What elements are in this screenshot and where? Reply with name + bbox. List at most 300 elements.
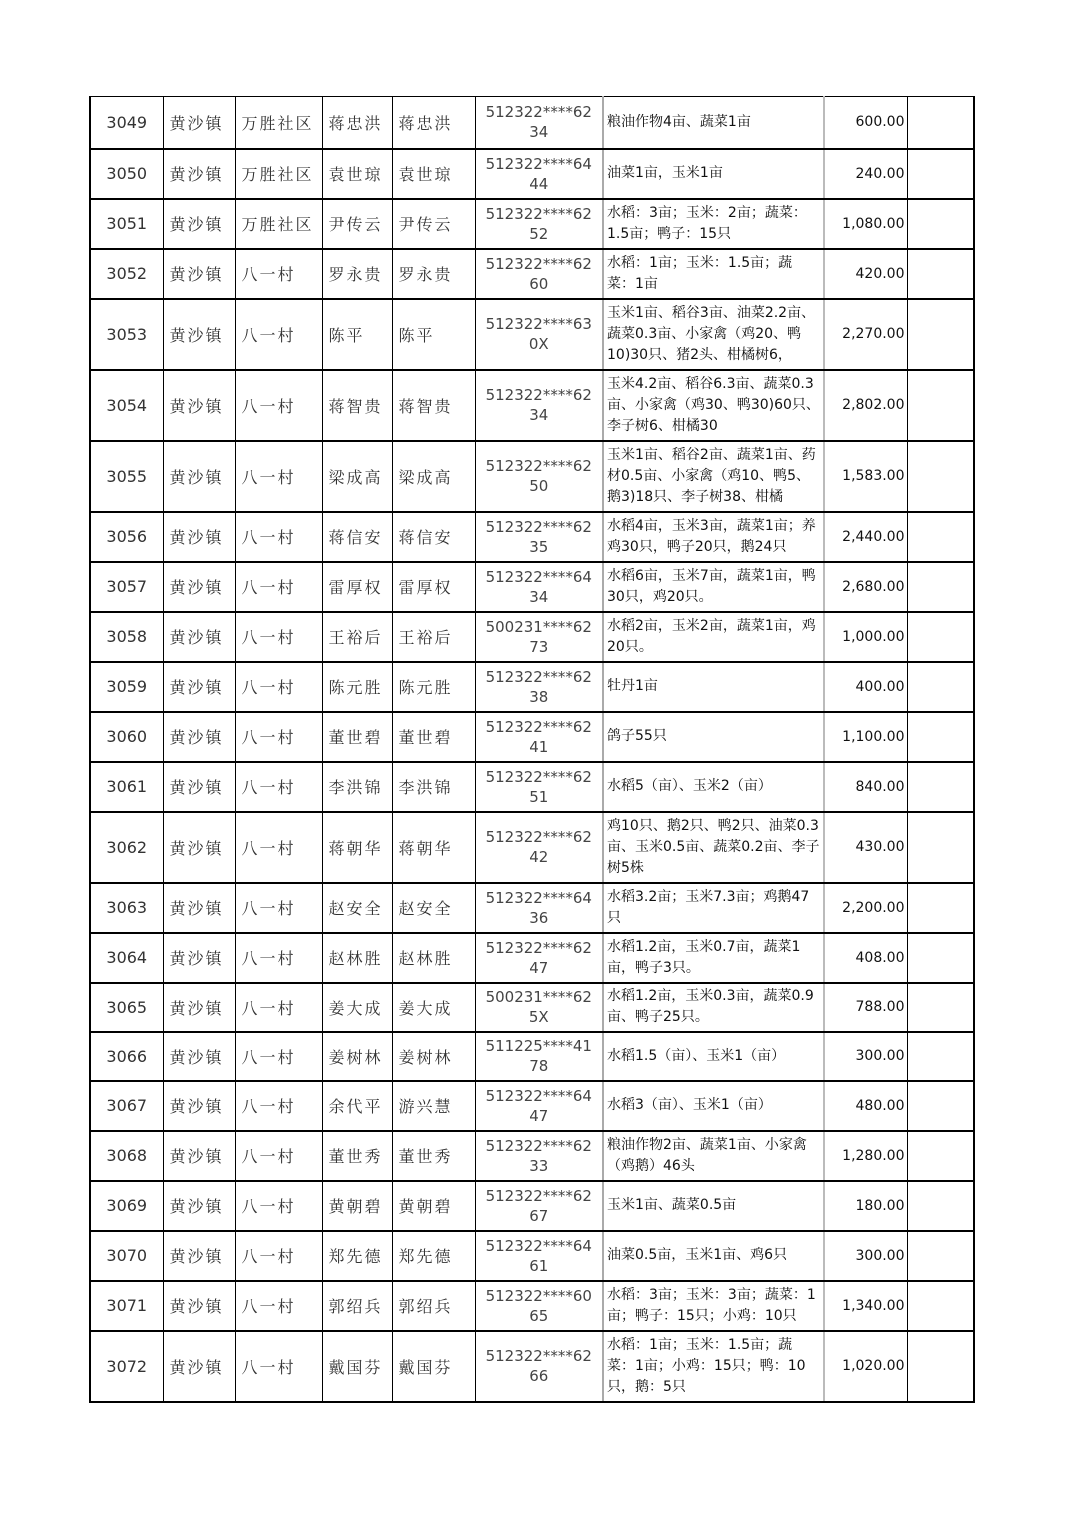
id-number-line1: 512322****62 <box>485 103 592 122</box>
description-text: 水稻1.5（亩）、玉米1（亩） <box>607 1047 786 1064</box>
description-cell <box>603 97 824 149</box>
description-text: 玉米1亩、蔬菜0.5亩 <box>607 1197 737 1213</box>
table-row <box>90 662 974 712</box>
description-cell <box>603 762 824 812</box>
table-row <box>90 512 974 562</box>
seq-cell: 3059 <box>90 662 163 712</box>
description-cell <box>603 149 824 199</box>
recipient-name-cell: 雷厚权 <box>392 562 475 612</box>
id-number-line2: 33 <box>529 1156 549 1175</box>
id-number-cell <box>475 97 603 149</box>
name-cell: 董世碧 <box>322 712 392 762</box>
description-text: 粮油作物4亩、蔬菜1亩 <box>607 113 751 130</box>
id-number-line1: 512322****62 <box>485 667 592 686</box>
description-cell <box>603 1281 824 1331</box>
table-row <box>90 1131 974 1181</box>
name-cell: 余代平 <box>322 1081 392 1131</box>
id-number-line2: 42 <box>529 848 549 866</box>
table-row <box>90 149 974 199</box>
amount-cell: 1,340.00 <box>824 1281 907 1331</box>
id-number-cell <box>475 1181 603 1231</box>
id-number-line1: 512322****62 <box>485 1136 592 1155</box>
name-cell: 李洪锦 <box>322 762 392 812</box>
seq-cell: 3054 <box>90 370 163 441</box>
id-number-line1: 512322****64 <box>485 154 592 173</box>
village-cell: 八一村 <box>235 662 322 712</box>
village-cell: 八一村 <box>235 762 322 812</box>
name-cell: 赵安全 <box>322 883 392 933</box>
table-body <box>90 97 974 1402</box>
village-cell: 八一村 <box>235 249 322 299</box>
id-number-cell <box>475 812 603 883</box>
town-cell: 黄沙镇 <box>163 149 235 199</box>
town-cell: 黄沙镇 <box>163 370 235 441</box>
village-cell: 八一村 <box>235 983 322 1032</box>
id-number-line2: 61 <box>529 1256 549 1275</box>
town-cell: 黄沙镇 <box>163 983 235 1032</box>
description-cell <box>603 512 824 562</box>
name-cell: 姜大成 <box>322 983 392 1032</box>
amount-cell: 300.00 <box>824 1032 907 1081</box>
town-cell: 黄沙镇 <box>163 1331 235 1402</box>
id-number-line2: 52 <box>529 224 549 243</box>
description-cell <box>603 562 824 612</box>
amount-cell: 1,080.00 <box>824 199 907 249</box>
name-cell: 雷厚权 <box>322 562 392 612</box>
id-number-line2: 35 <box>529 537 549 556</box>
table-row <box>90 1281 974 1331</box>
amount-cell: 788.00 <box>824 983 907 1032</box>
description-cell <box>603 370 824 441</box>
name-cell: 姜树林 <box>322 1032 392 1081</box>
description-cell <box>603 1231 824 1281</box>
recipient-name-cell: 王裕后 <box>392 612 475 662</box>
id-number-line1: 512322****62 <box>485 767 592 786</box>
description-text: 油菜0.5亩，玉米1亩、鸡6只 <box>607 1247 788 1263</box>
recipient-name-cell: 赵安全 <box>392 883 475 933</box>
id-number-cell <box>475 1032 603 1081</box>
town-cell: 黄沙镇 <box>163 662 235 712</box>
village-cell: 八一村 <box>235 299 322 370</box>
amount-cell: 2,270.00 <box>824 299 907 370</box>
seq-cell: 3063 <box>90 883 163 933</box>
note-cell <box>907 1032 974 1081</box>
village-cell: 八一村 <box>235 1281 322 1331</box>
note-cell <box>907 933 974 983</box>
description-text: 玉米4.2亩、稻谷6.3亩、蔬菜0.3亩、小家禽（鸡30、鸭30)60只、李子树6、柑橘30 <box>607 375 820 434</box>
id-number-line1: 500231****62 <box>485 988 592 1006</box>
id-number-line2: 34 <box>529 123 549 142</box>
town-cell: 黄沙镇 <box>163 299 235 370</box>
amount-cell: 2,200.00 <box>824 883 907 933</box>
name-cell: 袁世琼 <box>322 149 392 199</box>
note-cell <box>907 662 974 712</box>
recipient-name-cell: 李洪锦 <box>392 762 475 812</box>
description-text: 牡丹1亩 <box>607 678 658 694</box>
id-number-cell <box>475 1281 603 1331</box>
seq-cell: 3066 <box>90 1032 163 1081</box>
amount-cell: 240.00 <box>824 149 907 199</box>
amount-cell: 840.00 <box>824 762 907 812</box>
description-text: 水稻：3亩；玉米：2亩；蔬菜：1.5亩；鸭子：15只 <box>607 204 807 242</box>
id-number-cell <box>475 562 603 612</box>
subsidy-table <box>89 96 975 1403</box>
recipient-name-cell: 罗永贵 <box>392 249 475 299</box>
town-cell: 黄沙镇 <box>163 562 235 612</box>
recipient-name-cell: 蒋信安 <box>392 512 475 562</box>
id-number-line1: 512322****62 <box>485 254 592 273</box>
description-text: 水稻3（亩）、玉米1（亩） <box>607 1097 772 1113</box>
id-number-line1: 512322****62 <box>485 1186 592 1205</box>
seq-cell: 3061 <box>90 762 163 812</box>
id-number-line2: 65 <box>529 1306 549 1325</box>
id-number-line2: 60 <box>529 274 549 293</box>
name-cell: 罗永贵 <box>322 249 392 299</box>
id-number-cell <box>475 1081 603 1131</box>
recipient-name-cell: 蒋朝华 <box>392 812 475 883</box>
id-number-line1: 512322****62 <box>485 938 592 957</box>
recipient-name-cell: 尹传云 <box>392 199 475 249</box>
amount-cell: 2,440.00 <box>824 512 907 562</box>
id-number-cell <box>475 149 603 199</box>
village-cell: 八一村 <box>235 1131 322 1181</box>
note-cell <box>907 1081 974 1131</box>
table-row <box>90 1081 974 1131</box>
table-row <box>90 712 974 762</box>
id-number-line1: 512322****62 <box>485 204 592 223</box>
table-row <box>90 762 974 812</box>
id-number-cell <box>475 662 603 712</box>
id-number-cell <box>475 762 603 812</box>
note-cell <box>907 562 974 612</box>
description-text: 水稻1.2亩，玉米0.3亩，蔬菜0.9亩、鸭子25只。 <box>607 988 814 1025</box>
amount-cell: 400.00 <box>824 662 907 712</box>
id-number-line2: 38 <box>529 687 549 706</box>
village-cell: 万胜社区 <box>235 97 322 149</box>
description-cell <box>603 299 824 370</box>
village-cell: 八一村 <box>235 370 322 441</box>
seq-cell: 3058 <box>90 612 163 662</box>
table-row <box>90 983 974 1032</box>
id-number-cell <box>475 933 603 983</box>
id-number-line2: 78 <box>529 1057 549 1075</box>
seq-cell: 3051 <box>90 199 163 249</box>
table-row <box>90 1032 974 1081</box>
seq-cell: 3057 <box>90 562 163 612</box>
note-cell <box>907 762 974 812</box>
id-number-line1: 512322****60 <box>485 1286 592 1305</box>
id-number-line1: 500231****62 <box>485 617 592 636</box>
table-row <box>90 883 974 933</box>
table-row <box>90 1181 974 1231</box>
town-cell: 黄沙镇 <box>163 812 235 883</box>
name-cell: 尹传云 <box>322 199 392 249</box>
town-cell: 黄沙镇 <box>163 512 235 562</box>
description-cell <box>603 1331 824 1402</box>
id-number-line1: 511225****41 <box>485 1037 592 1055</box>
table-row <box>90 562 974 612</box>
id-number-cell <box>475 370 603 441</box>
id-number-line2: 41 <box>529 737 549 756</box>
amount-cell: 300.00 <box>824 1231 907 1281</box>
recipient-name-cell: 姜树林 <box>392 1032 475 1081</box>
town-cell: 黄沙镇 <box>163 883 235 933</box>
id-number-cell <box>475 199 603 249</box>
table-row <box>90 370 974 441</box>
note-cell <box>907 441 974 512</box>
name-cell: 董世秀 <box>322 1131 392 1181</box>
description-cell <box>603 662 824 712</box>
name-cell: 陈元胜 <box>322 662 392 712</box>
name-cell: 陈平 <box>322 299 392 370</box>
note-cell <box>907 612 974 662</box>
town-cell: 黄沙镇 <box>163 441 235 512</box>
note-cell <box>907 249 974 299</box>
subsidy-table-sheet <box>89 96 973 1403</box>
town-cell: 黄沙镇 <box>163 97 235 149</box>
description-cell <box>603 249 824 299</box>
id-number-cell <box>475 299 603 370</box>
description-text: 水稻：1亩；玉米：1.5亩；蔬菜：1亩；小鸡：15只；鸭：10只，鹅：5只 <box>607 1336 806 1395</box>
amount-cell: 1,280.00 <box>824 1131 907 1181</box>
amount-cell: 1,000.00 <box>824 612 907 662</box>
description-text: 玉米1亩、稻谷2亩、蔬菜1亩、药材0.5亩、小家禽（鸡10、鸭5、鹅3)18只、李子树38、柑橘 <box>607 446 816 505</box>
village-cell: 万胜社区 <box>235 199 322 249</box>
note-cell <box>907 883 974 933</box>
description-cell <box>603 1131 824 1181</box>
id-number-line1: 512322****62 <box>485 386 592 404</box>
name-cell: 梁成高 <box>322 441 392 512</box>
village-cell: 八一村 <box>235 1181 322 1231</box>
note-cell <box>907 983 974 1032</box>
town-cell: 黄沙镇 <box>163 1081 235 1131</box>
recipient-name-cell: 郭绍兵 <box>392 1281 475 1331</box>
village-cell: 八一村 <box>235 712 322 762</box>
description-text: 鸽子55只 <box>607 728 667 744</box>
amount-cell: 1,583.00 <box>824 441 907 512</box>
description-text: 鸡10只、鹅2只、鸭2只、油菜0.3亩、玉米0.5亩、蔬菜0.2亩、李子树5株 <box>607 817 820 876</box>
seq-cell: 3065 <box>90 983 163 1032</box>
id-number-line1: 512322****64 <box>485 1086 592 1105</box>
amount-cell: 600.00 <box>824 97 907 149</box>
village-cell: 八一村 <box>235 1231 322 1281</box>
description-text: 油菜1亩，玉米1亩 <box>607 165 723 181</box>
description-text: 粮油作物2亩、蔬菜1亩、小家禽（鸡鹅）46头 <box>607 1136 807 1174</box>
description-text: 水稻2亩，玉米2亩，蔬菜1亩，鸡20只。 <box>607 617 816 655</box>
village-cell: 八一村 <box>235 883 322 933</box>
recipient-name-cell: 董世秀 <box>392 1131 475 1181</box>
note-cell <box>907 1281 974 1331</box>
village-cell: 八一村 <box>235 933 322 983</box>
name-cell: 蒋朝华 <box>322 812 392 883</box>
description-cell <box>603 199 824 249</box>
note-cell <box>907 1331 974 1402</box>
description-cell <box>603 983 824 1032</box>
amount-cell: 180.00 <box>824 1181 907 1231</box>
id-number-cell <box>475 1331 603 1402</box>
description-text: 水稻1.2亩，玉米0.7亩，蔬菜1亩，鸭子3只。 <box>607 938 801 976</box>
id-number-line1: 512322****63 <box>485 315 592 333</box>
id-number-line2: 47 <box>529 958 549 977</box>
recipient-name-cell: 赵林胜 <box>392 933 475 983</box>
seq-cell: 3060 <box>90 712 163 762</box>
description-text: 玉米1亩、稻谷3亩、油菜2.2亩、蔬菜0.3亩、小家禽（鸡20、鸭10)30只、猪2头、柑橘树6， <box>607 304 816 363</box>
description-text: 水稻：3亩；玉米：3亩；蔬菜：1亩；鸭子：15只；小鸡：10只 <box>607 1286 816 1324</box>
amount-cell: 420.00 <box>824 249 907 299</box>
name-cell: 郭绍兵 <box>322 1281 392 1331</box>
recipient-name-cell: 姜大成 <box>392 983 475 1032</box>
id-number-line2: 0X <box>528 335 549 353</box>
name-cell: 蒋信安 <box>322 512 392 562</box>
name-cell: 王裕后 <box>322 612 392 662</box>
note-cell <box>907 1231 974 1281</box>
id-number-line1: 512322****64 <box>485 567 592 586</box>
id-number-cell <box>475 1131 603 1181</box>
id-number-line1: 512322****64 <box>485 888 592 907</box>
recipient-name-cell: 陈元胜 <box>392 662 475 712</box>
id-number-line2: 34 <box>529 587 549 606</box>
town-cell: 黄沙镇 <box>163 762 235 812</box>
amount-cell: 408.00 <box>824 933 907 983</box>
id-number-line1: 512322****62 <box>485 717 592 736</box>
note-cell <box>907 1181 974 1231</box>
id-number-line2: 67 <box>529 1206 549 1225</box>
name-cell: 戴国芬 <box>322 1331 392 1402</box>
description-cell <box>603 1181 824 1231</box>
village-cell: 八一村 <box>235 812 322 883</box>
note-cell <box>907 712 974 762</box>
note-cell <box>907 1131 974 1181</box>
recipient-name-cell: 游兴慧 <box>392 1081 475 1131</box>
description-text: 水稻4亩，玉米3亩，蔬菜1亩；养鸡30只，鸭子20只，鹅24只 <box>607 517 816 555</box>
recipient-name-cell: 董世碧 <box>392 712 475 762</box>
seq-cell: 3067 <box>90 1081 163 1131</box>
seq-cell: 3072 <box>90 1331 163 1402</box>
id-number-line1: 512322****62 <box>485 828 592 846</box>
village-cell: 八一村 <box>235 612 322 662</box>
seq-cell: 3064 <box>90 933 163 983</box>
id-number-cell <box>475 512 603 562</box>
name-cell: 蒋忠洪 <box>322 97 392 149</box>
description-cell <box>603 1081 824 1131</box>
village-cell: 万胜社区 <box>235 149 322 199</box>
id-number-line1: 512322****62 <box>485 1347 592 1365</box>
description-text: 水稻：1亩；玉米：1.5亩；蔬菜：1亩 <box>607 254 793 292</box>
town-cell: 黄沙镇 <box>163 1032 235 1081</box>
table-row <box>90 1231 974 1281</box>
table-row <box>90 1331 974 1402</box>
name-cell: 郑先德 <box>322 1231 392 1281</box>
id-number-line1: 512322****64 <box>485 1236 592 1255</box>
description-cell <box>603 712 824 762</box>
id-number-cell <box>475 883 603 933</box>
village-cell: 八一村 <box>235 512 322 562</box>
id-number-line2: 51 <box>529 787 549 806</box>
id-number-line2: 5X <box>528 1008 549 1026</box>
recipient-name-cell: 陈平 <box>392 299 475 370</box>
amount-cell: 480.00 <box>824 1081 907 1131</box>
town-cell: 黄沙镇 <box>163 249 235 299</box>
recipient-name-cell: 戴国芬 <box>392 1331 475 1402</box>
id-number-line2: 66 <box>529 1367 549 1385</box>
table-row <box>90 199 974 249</box>
description-cell <box>603 612 824 662</box>
note-cell <box>907 199 974 249</box>
seq-cell: 3052 <box>90 249 163 299</box>
id-number-line2: 36 <box>529 908 549 927</box>
description-text: 水稻5（亩）、玉米2（亩） <box>607 778 772 794</box>
description-cell <box>603 1032 824 1081</box>
id-number-cell <box>475 983 603 1032</box>
table-row <box>90 97 974 149</box>
seq-cell: 3050 <box>90 149 163 199</box>
note-cell <box>907 149 974 199</box>
recipient-name-cell: 蒋忠洪 <box>392 97 475 149</box>
table-row <box>90 612 974 662</box>
id-number-line2: 73 <box>529 637 549 656</box>
note-cell <box>907 812 974 883</box>
amount-cell: 430.00 <box>824 812 907 883</box>
amount-cell: 1,100.00 <box>824 712 907 762</box>
town-cell: 黄沙镇 <box>163 1131 235 1181</box>
seq-cell: 3070 <box>90 1231 163 1281</box>
note-cell <box>907 512 974 562</box>
description-cell <box>603 441 824 512</box>
seq-cell: 3069 <box>90 1181 163 1231</box>
village-cell: 八一村 <box>235 1081 322 1131</box>
table-row <box>90 812 974 883</box>
description-cell <box>603 883 824 933</box>
description-text: 水稻3.2亩；玉米7.3亩；鸡鹅47只 <box>607 888 810 926</box>
recipient-name-cell: 蒋智贵 <box>392 370 475 441</box>
village-cell: 八一村 <box>235 562 322 612</box>
table-row <box>90 933 974 983</box>
id-number-line1: 512322****62 <box>485 517 592 536</box>
name-cell: 黄朝碧 <box>322 1181 392 1231</box>
amount-cell: 2,802.00 <box>824 370 907 441</box>
description-cell <box>603 812 824 883</box>
id-number-cell <box>475 612 603 662</box>
id-number-cell <box>475 712 603 762</box>
name-cell: 蒋智贵 <box>322 370 392 441</box>
description-text: 水稻6亩，玉米7亩，蔬菜1亩，鸭30只，鸡20只。 <box>607 567 816 605</box>
village-cell: 八一村 <box>235 441 322 512</box>
village-cell: 八一村 <box>235 1032 322 1081</box>
id-number-line2: 44 <box>529 174 549 193</box>
table-row <box>90 299 974 370</box>
town-cell: 黄沙镇 <box>163 1181 235 1231</box>
id-number-line2: 34 <box>529 406 549 424</box>
table-row <box>90 249 974 299</box>
table-row <box>90 441 974 512</box>
id-number-line2: 50 <box>529 477 549 495</box>
town-cell: 黄沙镇 <box>163 199 235 249</box>
note-cell <box>907 97 974 149</box>
village-cell: 八一村 <box>235 1331 322 1402</box>
town-cell: 黄沙镇 <box>163 1281 235 1331</box>
seq-cell: 3071 <box>90 1281 163 1331</box>
town-cell: 黄沙镇 <box>163 712 235 762</box>
seq-cell: 3053 <box>90 299 163 370</box>
town-cell: 黄沙镇 <box>163 1231 235 1281</box>
seq-cell: 3049 <box>90 97 163 149</box>
amount-cell: 1,020.00 <box>824 1331 907 1402</box>
recipient-name-cell: 梁成高 <box>392 441 475 512</box>
id-number-line1: 512322****62 <box>485 457 592 475</box>
town-cell: 黄沙镇 <box>163 612 235 662</box>
recipient-name-cell: 袁世琼 <box>392 149 475 199</box>
note-cell <box>907 370 974 441</box>
